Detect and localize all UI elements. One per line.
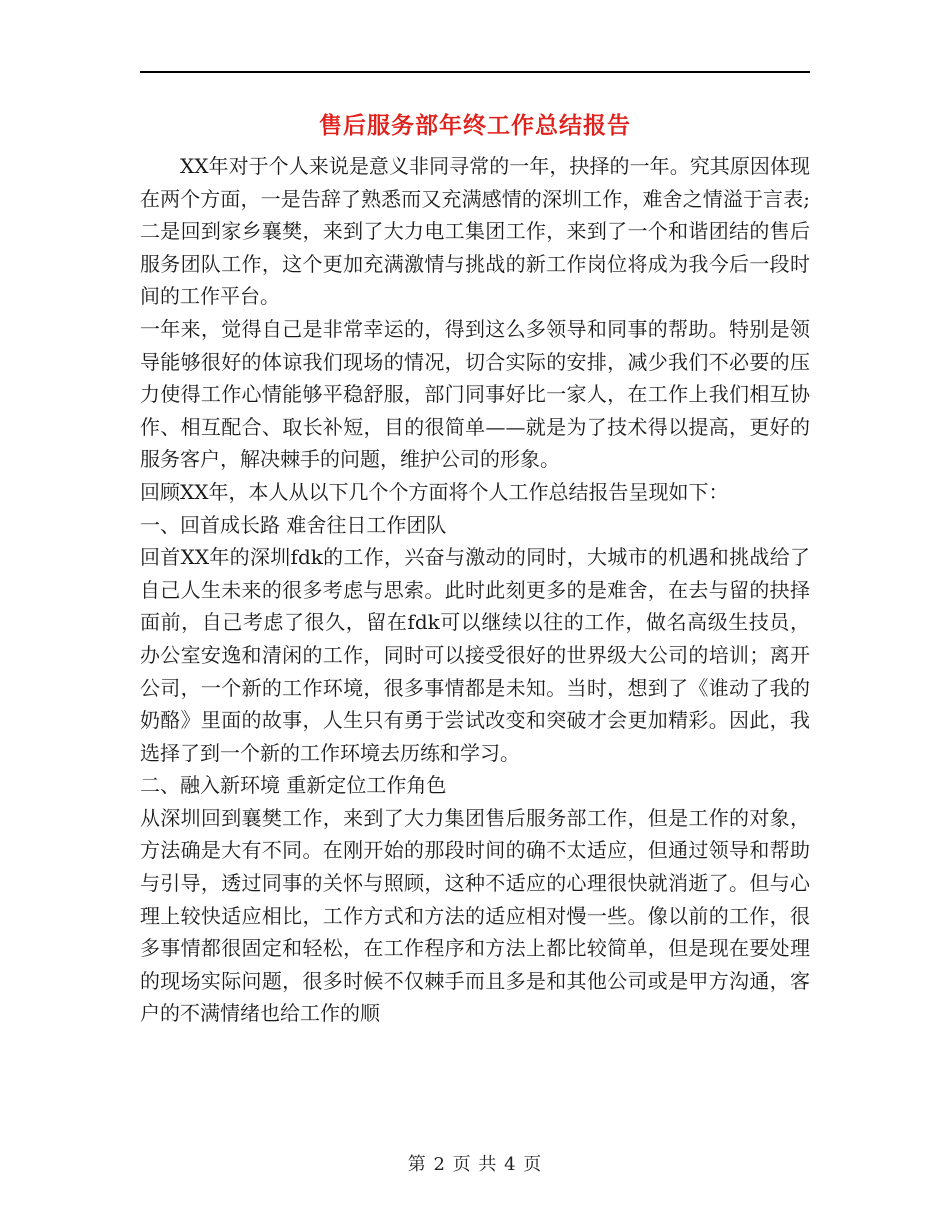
header-rule (140, 71, 810, 73)
section-heading-1: 一、回首成长路 难舍往日工作团队 (140, 512, 447, 537)
document-title: 售后服务部年终工作总结报告 (319, 112, 631, 139)
paragraph-review-lead: 回顾XX年，本人从以下几个个方面将个人工作总结报告呈现如下： (140, 479, 729, 504)
page-number-footer: 第 2 页 共 4 页 (407, 1154, 543, 1175)
document-body (140, 150, 810, 1030)
paragraph-gratitude: 一年来，觉得自己是非常幸运的，得到这么多领导和同事的帮助。特别是领导能够很好的体谅我们现场的情况，切合实际的安排，减少我们不必要的压力使得工作心情能够平稳舒服，部门同事好比一家人，在工作上我们相互协作、相互配合、取长补短，目的很简单——就是为了技术得以提高，更好的服务客户，解决棘手的问题，维护公司的形象。 (140, 316, 810, 472)
section-heading-2: 二、融入新环境 重新定位工作角色 (140, 773, 447, 798)
paragraph-section-1: 回首XX年的深圳fdk的工作，兴奋与激动的同时，大城市的机遇和挑战给了自己人生未来的很多考虑与思索。此时此刻更多的是难舍，在去与留的抉择面前，自己考虑了很久，留在fdk可以继续以往的工作，做名高级生技员，办公室安逸和清闲的工作，同时可以接受很好的世界级大公司的培训；离开公司，一个新的工作环境，很多事情都是未知。当时，想到了《谁动了我的奶酪》里面的故事，人生只有勇于尝试改变和突破才会更加精彩。因此，我选择了到一个新的工作环境去历练和学习。 (140, 545, 810, 765)
paragraph-section-2: 从深圳回到襄樊工作，来到了大力集团售后服务部工作，但是工作的对象，方法确是大有不同。在刚开始的那段时间的确不太适应，但通过领导和帮助与引导，透过同事的关怀与照顾，这种不适应的心理很快就消逝了。但与心理上较快适应相比，工作方式和方法的适应相对慢一些。像以前的工作，很多事情都很固定和轻松，在工作程序和方法上都比较简单，但是现在要处理的现场实际问题，很多时候不仅棘手而且多是和其他公司或是甲方沟通，客户的不满情绪也给工作的顺 (140, 805, 810, 1026)
paragraph-intro: XX年对于个人来说是意义非同寻常的一年，抉择的一年。究其原因体现在两个方面，一是告辞了熟悉而又充满感情的深圳工作，难舍之情溢于言表;二是回到家乡襄樊，来到了大力电工集团工作，来到了一个和谐团结的售后服务团队工作，这个更加充满激情与挑战的新工作岗位将成为我今后一段时间的工作平台。 (140, 154, 810, 309)
